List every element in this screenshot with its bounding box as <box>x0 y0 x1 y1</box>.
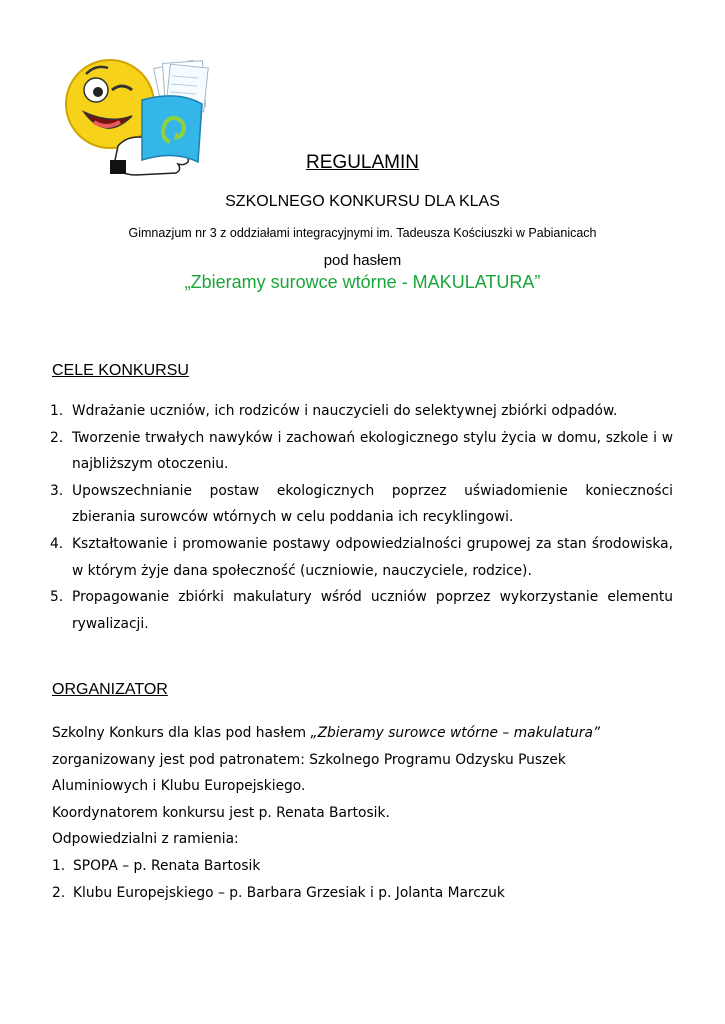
item-number: 1. <box>52 857 66 874</box>
item-number: 2. <box>50 429 64 446</box>
motto: „Zbieramy surowce wtórne - MAKULATURA” <box>184 272 541 292</box>
list-item <box>50 425 673 478</box>
intro-text: Szkolny Konkurs dla klas pod hasłem <box>52 725 311 741</box>
organizer-heading: ORGANIZATOR <box>52 681 168 698</box>
document-subtitle: SZKOLNEGO KONKURSU DLA KLAS <box>225 193 500 210</box>
item-text: Klubu Europejskiego – p. Barbara Grzesiak i p. Jolanta Marczuk <box>73 884 505 901</box>
item-text: SPOPA – p. Renata Bartosik <box>73 857 261 874</box>
coordinator-line: Koordynatorem konkursu jest p. Renata Bartosik. <box>52 804 390 821</box>
item-number: 3. <box>50 482 64 499</box>
goals-heading: CELE KONKURSU <box>52 362 189 379</box>
item-text: Tworzenie trwałych nawyków i zachowań ekologicznego stylu życia w domu, szkole i w najbliższym otoczeniu. <box>72 429 673 473</box>
responsible-list <box>52 853 692 906</box>
item-text: Upowszechnianie postaw ekologicznych poprzez uświadomienie konieczności zbierania surowców wtórnych w celu poddania ich recyklingowi. <box>72 482 673 526</box>
list-item <box>50 531 673 584</box>
organizer-line: Aluminiowych i Klubu Europejskiego. <box>52 778 306 795</box>
item-number: 1. <box>50 403 64 419</box>
list-item <box>50 398 673 425</box>
item-number: 5. <box>50 589 64 606</box>
list-item <box>52 853 692 880</box>
intro-motto: „Zbieramy surowce wtórne – makulatura” <box>310 725 601 741</box>
list-item <box>52 880 692 907</box>
list-item <box>50 478 673 531</box>
motto-intro: pod hasłem <box>323 252 402 269</box>
organizer-section <box>52 720 692 906</box>
document-title: REGULAMIN <box>306 152 419 173</box>
item-number: 4. <box>50 535 64 552</box>
organizer-line: zorganizowany jest pod patronatem: Szkolnego Programu Odzysku Puszek <box>52 751 566 768</box>
item-text: Kształtowanie i promowanie postawy odpowiedzialności grupowej za stan środowiska, w którym żyje dana społeczność (uczniowie, nauczyciele, rodzice). <box>72 535 673 579</box>
item-number: 2. <box>52 884 66 901</box>
school-name: Gimnazjum nr 3 z oddziałami integracyjnymi im. Tadeusza Kościuszki w Pabianicach <box>128 226 597 240</box>
goals-list <box>50 398 673 637</box>
list-item <box>50 584 673 637</box>
organizer-intro <box>52 720 692 747</box>
item-text: Wdrażanie uczniów, ich rodziców i nauczycieli do selektywnej zbiórki odpadów. <box>72 403 618 419</box>
item-text: Propagowanie zbiórki makulatury wśród uczniów poprzez wykorzystanie elementu rywalizacji. <box>72 589 673 632</box>
responsible-label: Odpowiedzialni z ramienia: <box>52 831 239 848</box>
smiley-face-icon <box>66 60 154 148</box>
